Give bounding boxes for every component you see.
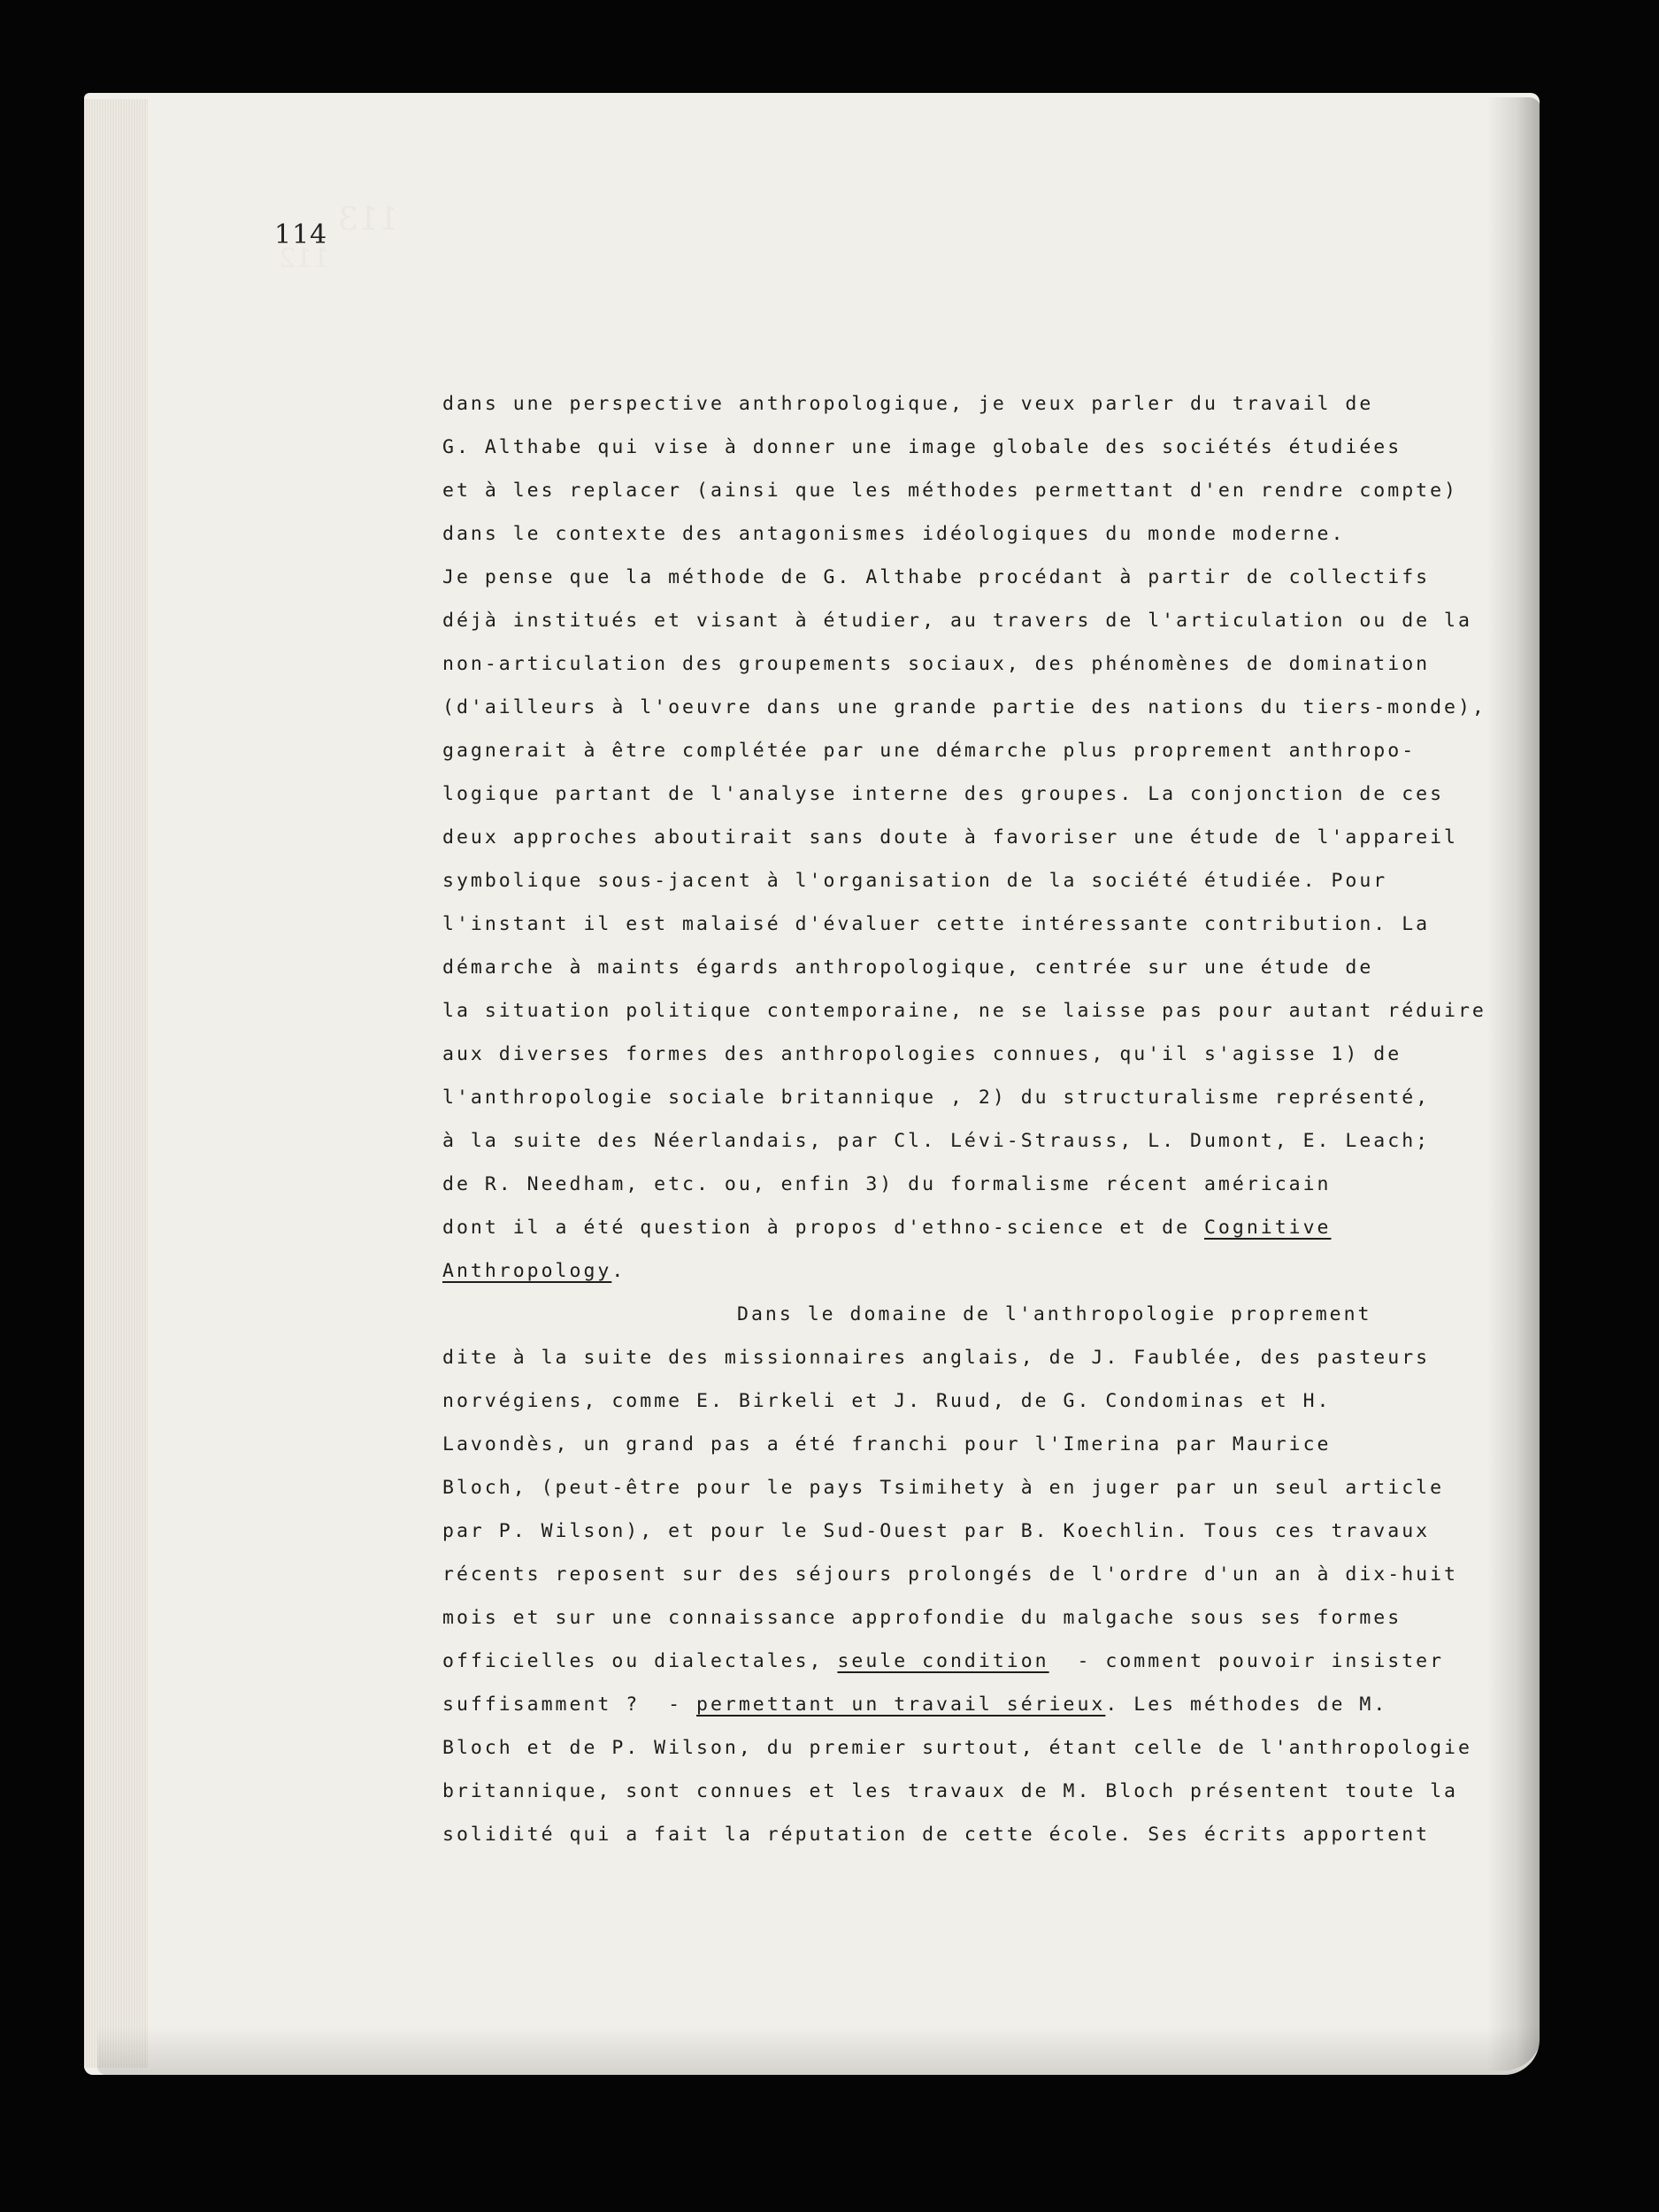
text-line: suffisamment ? - permettant un travail sérieux. Les méthodes de M. (442, 1694, 1388, 1716)
text-line: dite à la suite des missionnaires anglais, de J. Faublée, des pasteurs (442, 1347, 1431, 1369)
text-line: par P. Wilson), et pour le Sud-Ouest par B. Koechlin. Tous ces travaux (442, 1520, 1431, 1542)
text-line: Anthropology. (442, 1260, 626, 1282)
text-line: Lavondès, un grand pas a été franchi pour l'Imerina par Maurice (442, 1433, 1332, 1455)
spine-shadow (1486, 97, 1541, 2070)
text-line: déjà institués et visant à étudier, au travers de l'articulation ou de la (442, 610, 1472, 632)
bleed-through-page-number: 113 (338, 202, 399, 238)
text-line: Bloch, (peut-être pour le pays Tsimihety à en juger par un seul article (442, 1477, 1445, 1499)
text-line: de R. Needham, etc. ou, enfin 3) du formalisme récent américain (442, 1173, 1332, 1195)
text-line: mois et sur une connaissance approfondie du malgache sous ses formes (442, 1607, 1402, 1629)
text-line: dans le contexte des antagonismes idéologiques du monde moderne. (442, 523, 1346, 545)
text-line: la situation politique contemporaine, ne se laisse pas pour autant réduire (442, 1000, 1486, 1022)
underlined-term: permettant un travail sérieux (696, 1694, 1106, 1716)
text-line: Je pense que la méthode de G. Althabe procédant à partir de collectifs (442, 566, 1431, 588)
underlined-term: Cognitive (1203, 1217, 1332, 1239)
body-text (442, 382, 1486, 1856)
page-number: 114 (274, 219, 328, 250)
text-line: norvégiens, comme E. Birkeli et J. Ruud, de G. Condominas et H. (442, 1390, 1332, 1412)
bleed-through-page-number: 112 (279, 243, 330, 274)
bottom-shadow (97, 2026, 1540, 2075)
text-line: aux diverses formes des anthropologies connues, qu'il s'agisse 1) de (442, 1043, 1402, 1065)
text-line: symbolique sous-jacent à l'organisation de la société étudiée. Pour (442, 870, 1388, 892)
underlined-term: Anthropology (442, 1260, 612, 1282)
text-line: et à les replacer (ainsi que les méthodes permettant d'en rendre compte) (442, 480, 1458, 502)
text-line: non-articulation des groupements sociaux, des phénomènes de domination (442, 653, 1431, 675)
text-line: Bloch et de P. Wilson, du premier surtout, étant celle de l'anthropologie (442, 1737, 1472, 1759)
text-line: démarche à maints égards anthropologique, centrée sur une étude de (442, 956, 1374, 979)
text-line: solidité qui a fait la réputation de cette école. Ses écrits apportent (442, 1824, 1431, 1846)
text-line: gagnerait à être complétée par une démarche plus proprement anthropo- (442, 740, 1417, 762)
text-line: à la suite des Néerlandais, par Cl. Lévi-Strauss, L. Dumont, E. Leach; (442, 1130, 1431, 1152)
text-line: Dans le domaine de l'anthropologie proprement (737, 1303, 1372, 1325)
page-stack-edge (84, 99, 148, 2068)
underlined-term: seule condition (837, 1650, 1049, 1672)
text-line: britannique, sont connues et les travaux de M. Bloch présentent toute la (442, 1780, 1458, 1802)
text-line: l'instant il est malaisé d'évaluer cette intéressante contribution. La (442, 913, 1431, 935)
text-line: deux approches aboutirait sans doute à favoriser une étude de l'appareil (442, 826, 1458, 849)
text-line: l'anthropologie sociale britannique , 2) du structuralisme représenté, (442, 1087, 1431, 1109)
text-line: dans une perspective anthropologique, je veux parler du travail de (442, 393, 1374, 415)
text-line: (d'ailleurs à l'oeuvre dans une grande partie des nations du tiers-monde), (442, 696, 1486, 718)
text-line: logique partant de l'analyse interne des groupes. La conjonction de ces (442, 783, 1445, 805)
text-line: dont il a été question à propos d'ethno-science et de Cognitive (442, 1217, 1332, 1239)
text-line: récents reposent sur des séjours prolongés de l'ordre d'un an à dix-huit (442, 1563, 1458, 1586)
text-line: officielles ou dialectales, seule condition - comment pouvoir insister (442, 1650, 1445, 1672)
text-line: G. Althabe qui vise à donner une image globale des sociétés étudiées (442, 436, 1402, 458)
